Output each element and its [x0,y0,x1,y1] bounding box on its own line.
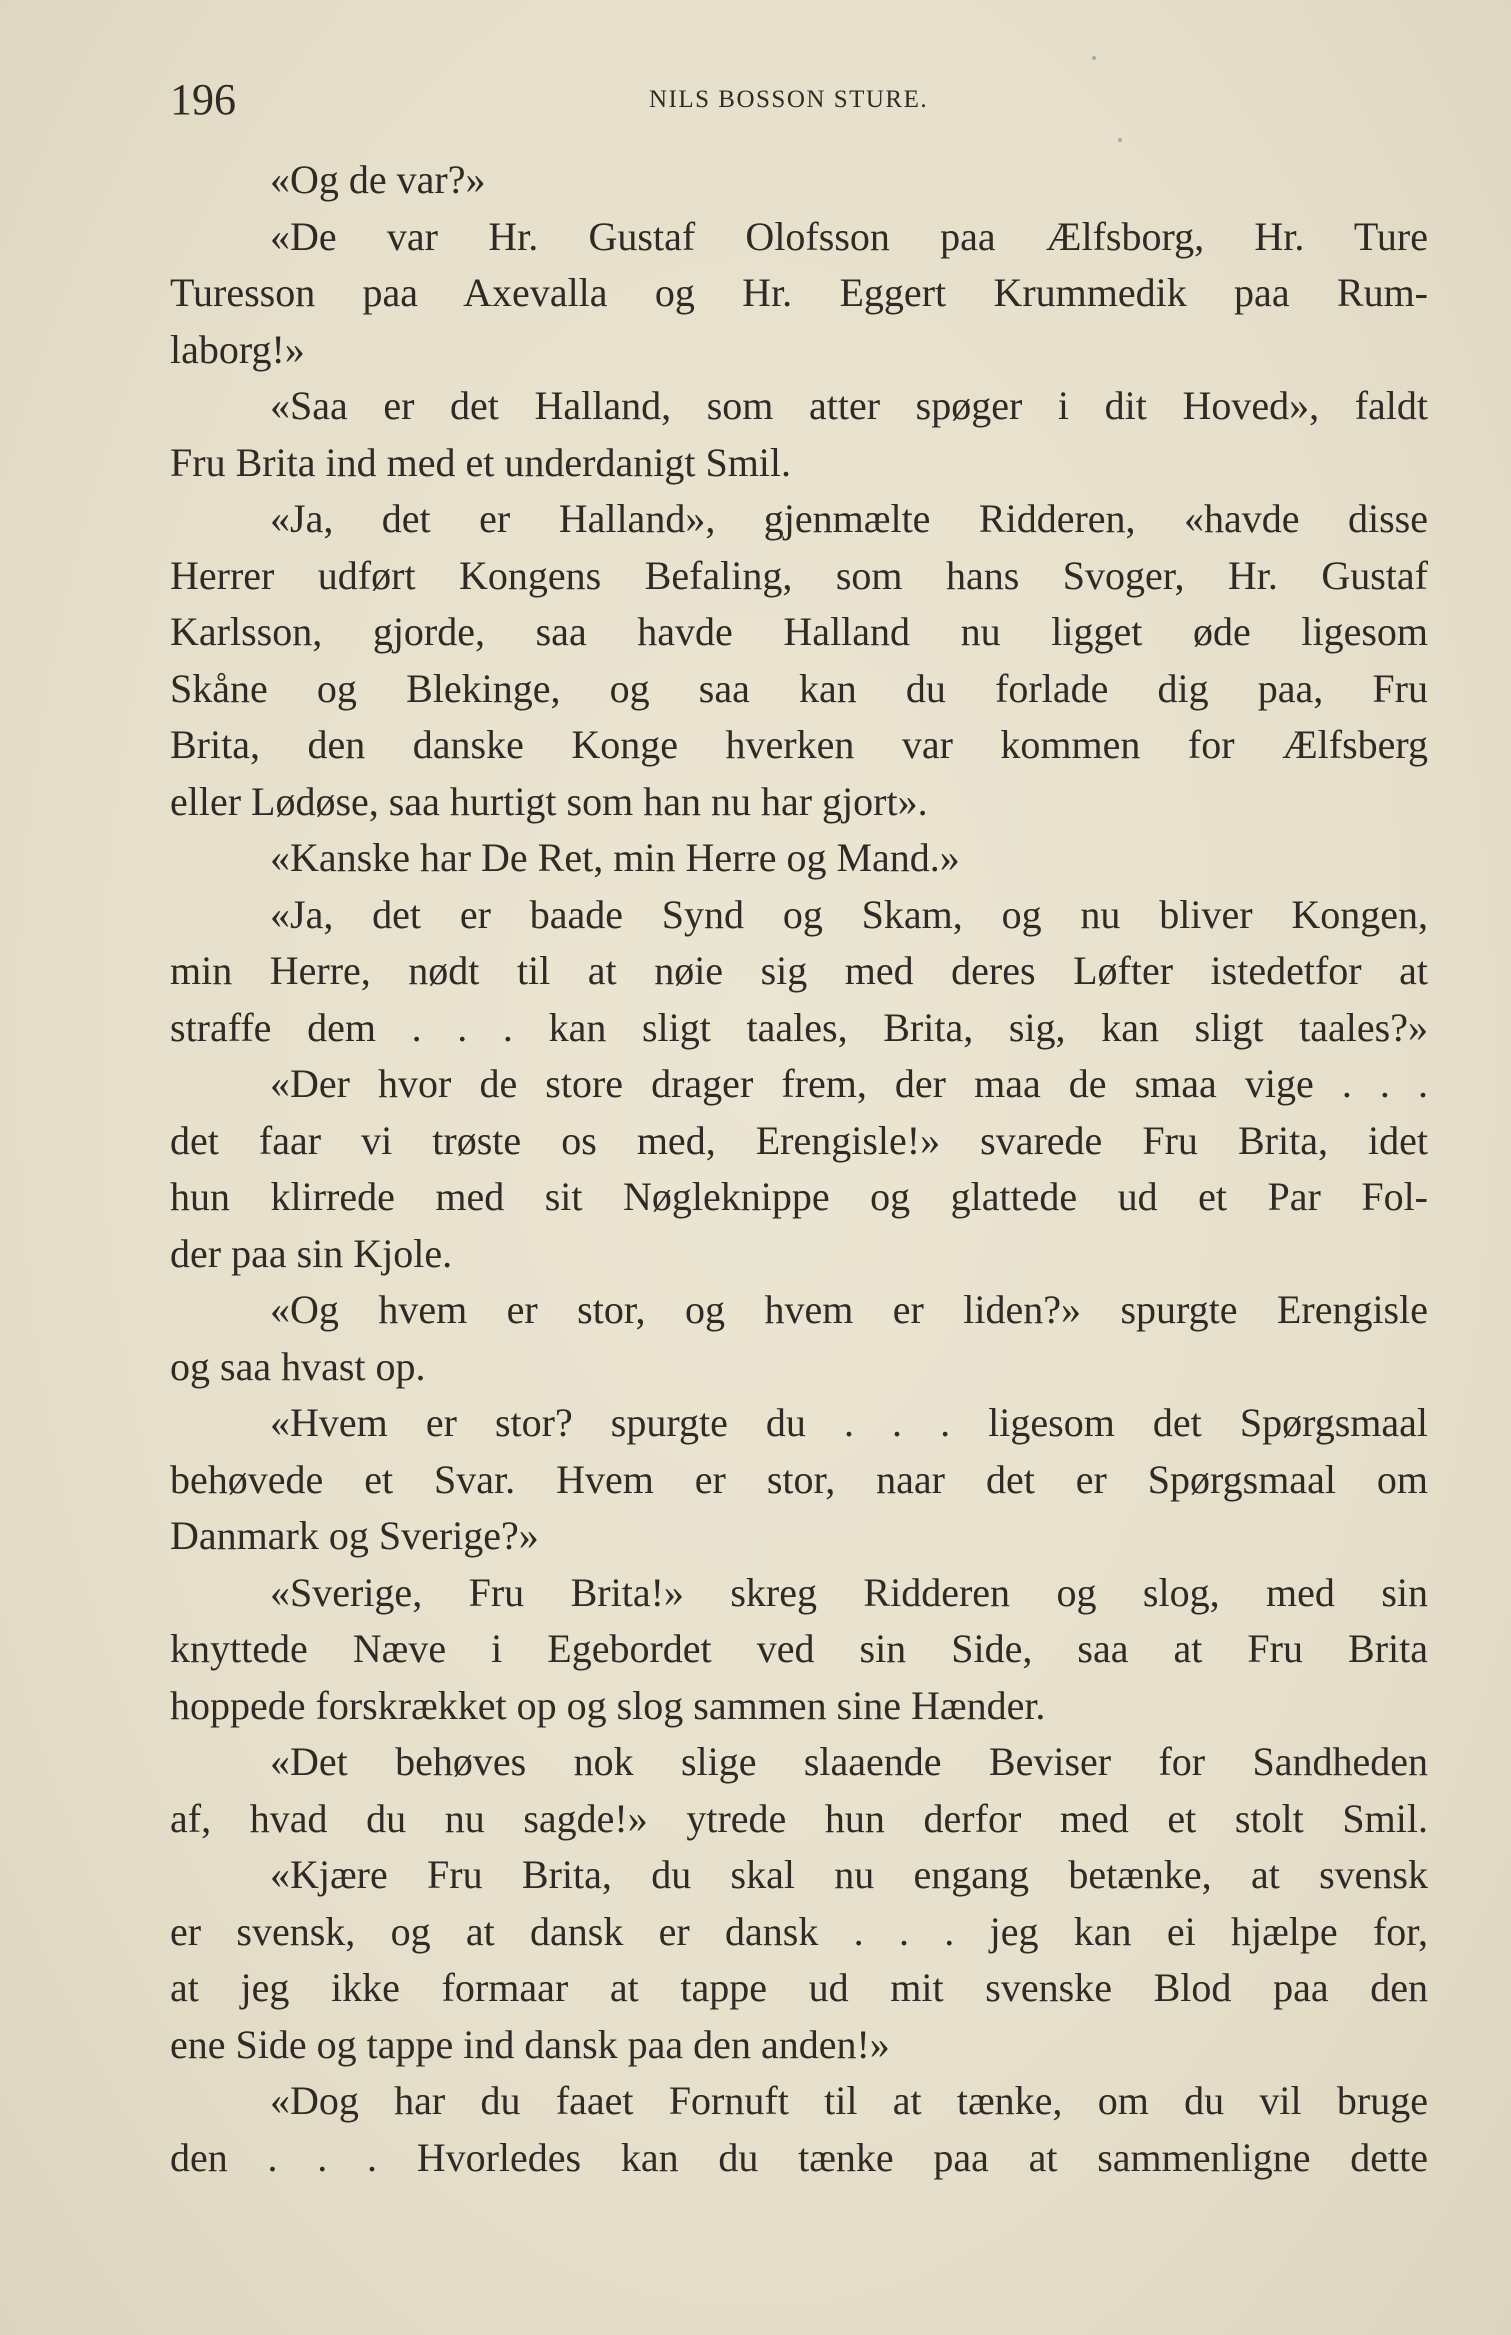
text-line: knyttede Næve i Egebordet ved sin Side, saa at Fru Brita [170,1626,1428,1671]
text-line: af, hvad du nu sagde!» ytrede hun derfor med et stolt Smil. [170,1795,1428,1841]
text-line: Skåne og Blekinge, og saa kan du forlade dig paa, Fru [170,665,1428,711]
text-line: «Og de var?» [270,157,486,202]
text-line: hun klirrede med sit Nøgleknippe og glattede ud et Par Fol- [170,1174,1428,1219]
text-line: Herrer udført Kongens Befaling, som hans Svoger, Hr. Gustaf [170,552,1428,598]
text-line: og saa hvast op. [170,1343,426,1389]
text-line: «Saa er det Halland, som atter spøger i dit Hoved», faldt [270,383,1428,428]
body-text [170,152,1428,2186]
text-line: ene Side og tappe ind dansk paa den anden!» [170,2021,890,2067]
text-line: den . . . Hvorledes kan du tænke paa at sammenligne dette [170,2134,1428,2180]
page-number: 196 [170,75,236,124]
text-line: det faar vi trøste os med, Erengisle!» svarede Fru Brita, idet [170,1117,1428,1163]
text-line: Danmark og Sverige?» [170,1513,539,1558]
text-line: behøvede et Svar. Hvem er stor, naar det er Spørgsmaal om [170,1456,1428,1502]
paper-speck [1092,56,1096,60]
text-line: «Der hvor de store drager frem, der maa de smaa vige . . . [270,1061,1428,1106]
text-line: er svensk, og at dansk er dansk . . . jeg kan ei hjælpe for, [170,1908,1428,1954]
text-line: Karlsson, gjorde, saa havde Halland nu ligget øde ligesom [170,609,1428,654]
text-line: «Ja, det er baade Synd og Skam, og nu bliver Kongen, [270,891,1428,937]
text-line: «Hvem er stor? spurgte du . . . ligesom det Spørgsmaal [270,1400,1428,1445]
text-line: «De var Hr. Gustaf Olofsson paa Ælfsborg, Hr. Ture [270,213,1428,259]
text-line: «Kanske har De Ret, min Herre og Mand.» [270,835,960,880]
text-line: «Og hvem er stor, og hvem er liden?» spurgte Erengisle [270,1287,1428,1332]
text-line: Brita, den danske Konge hverken var kommen for Ælfsberg [170,722,1428,767]
page-header [170,70,1430,130]
text-line: «Dog har du faaet Fornuft til at tænke, om du vil bruge [270,2078,1428,2123]
text-line: laborg!» [170,326,305,372]
text-line: at jeg ikke formaar at tappe ud mit svenske Blod paa den [170,1965,1428,2010]
text-line: eller Lødøse, saa hurtigt som han nu har gjort». [170,778,928,824]
text-line: der paa sin Kjole. [170,1230,453,1276]
text-line: Fru Brita ind med et underdanigt Smil. [170,439,792,485]
text-line: «Kjære Fru Brita, du skal nu engang betænke, at svensk [270,1852,1428,1897]
text-line: «Det behøves nok slige slaaende Beviser for Sandheden [270,1739,1428,1784]
text-line: straffe dem . . . kan sligt taales, Brita, sig, kan sligt taales?» [170,1004,1428,1050]
text-line: hoppede forskrækket op og slog sammen sine Hænder. [170,1682,1046,1728]
paper-speck [1118,138,1122,142]
text-line: Turesson paa Axevalla og Hr. Eggert Krummedik paa Rum- [170,270,1428,315]
text-line: min Herre, nødt til at nøie sig med deres Løfter istedetfor at [170,948,1428,993]
text-line: «Ja, det er Halland», gjenmælte Ridderen, «havde disse [270,496,1428,541]
running-head: NILS BOSSON STURE. [649,86,929,113]
text-line: «Sverige, Fru Brita!» skreg Ridderen og slog, med sin [270,1569,1428,1615]
